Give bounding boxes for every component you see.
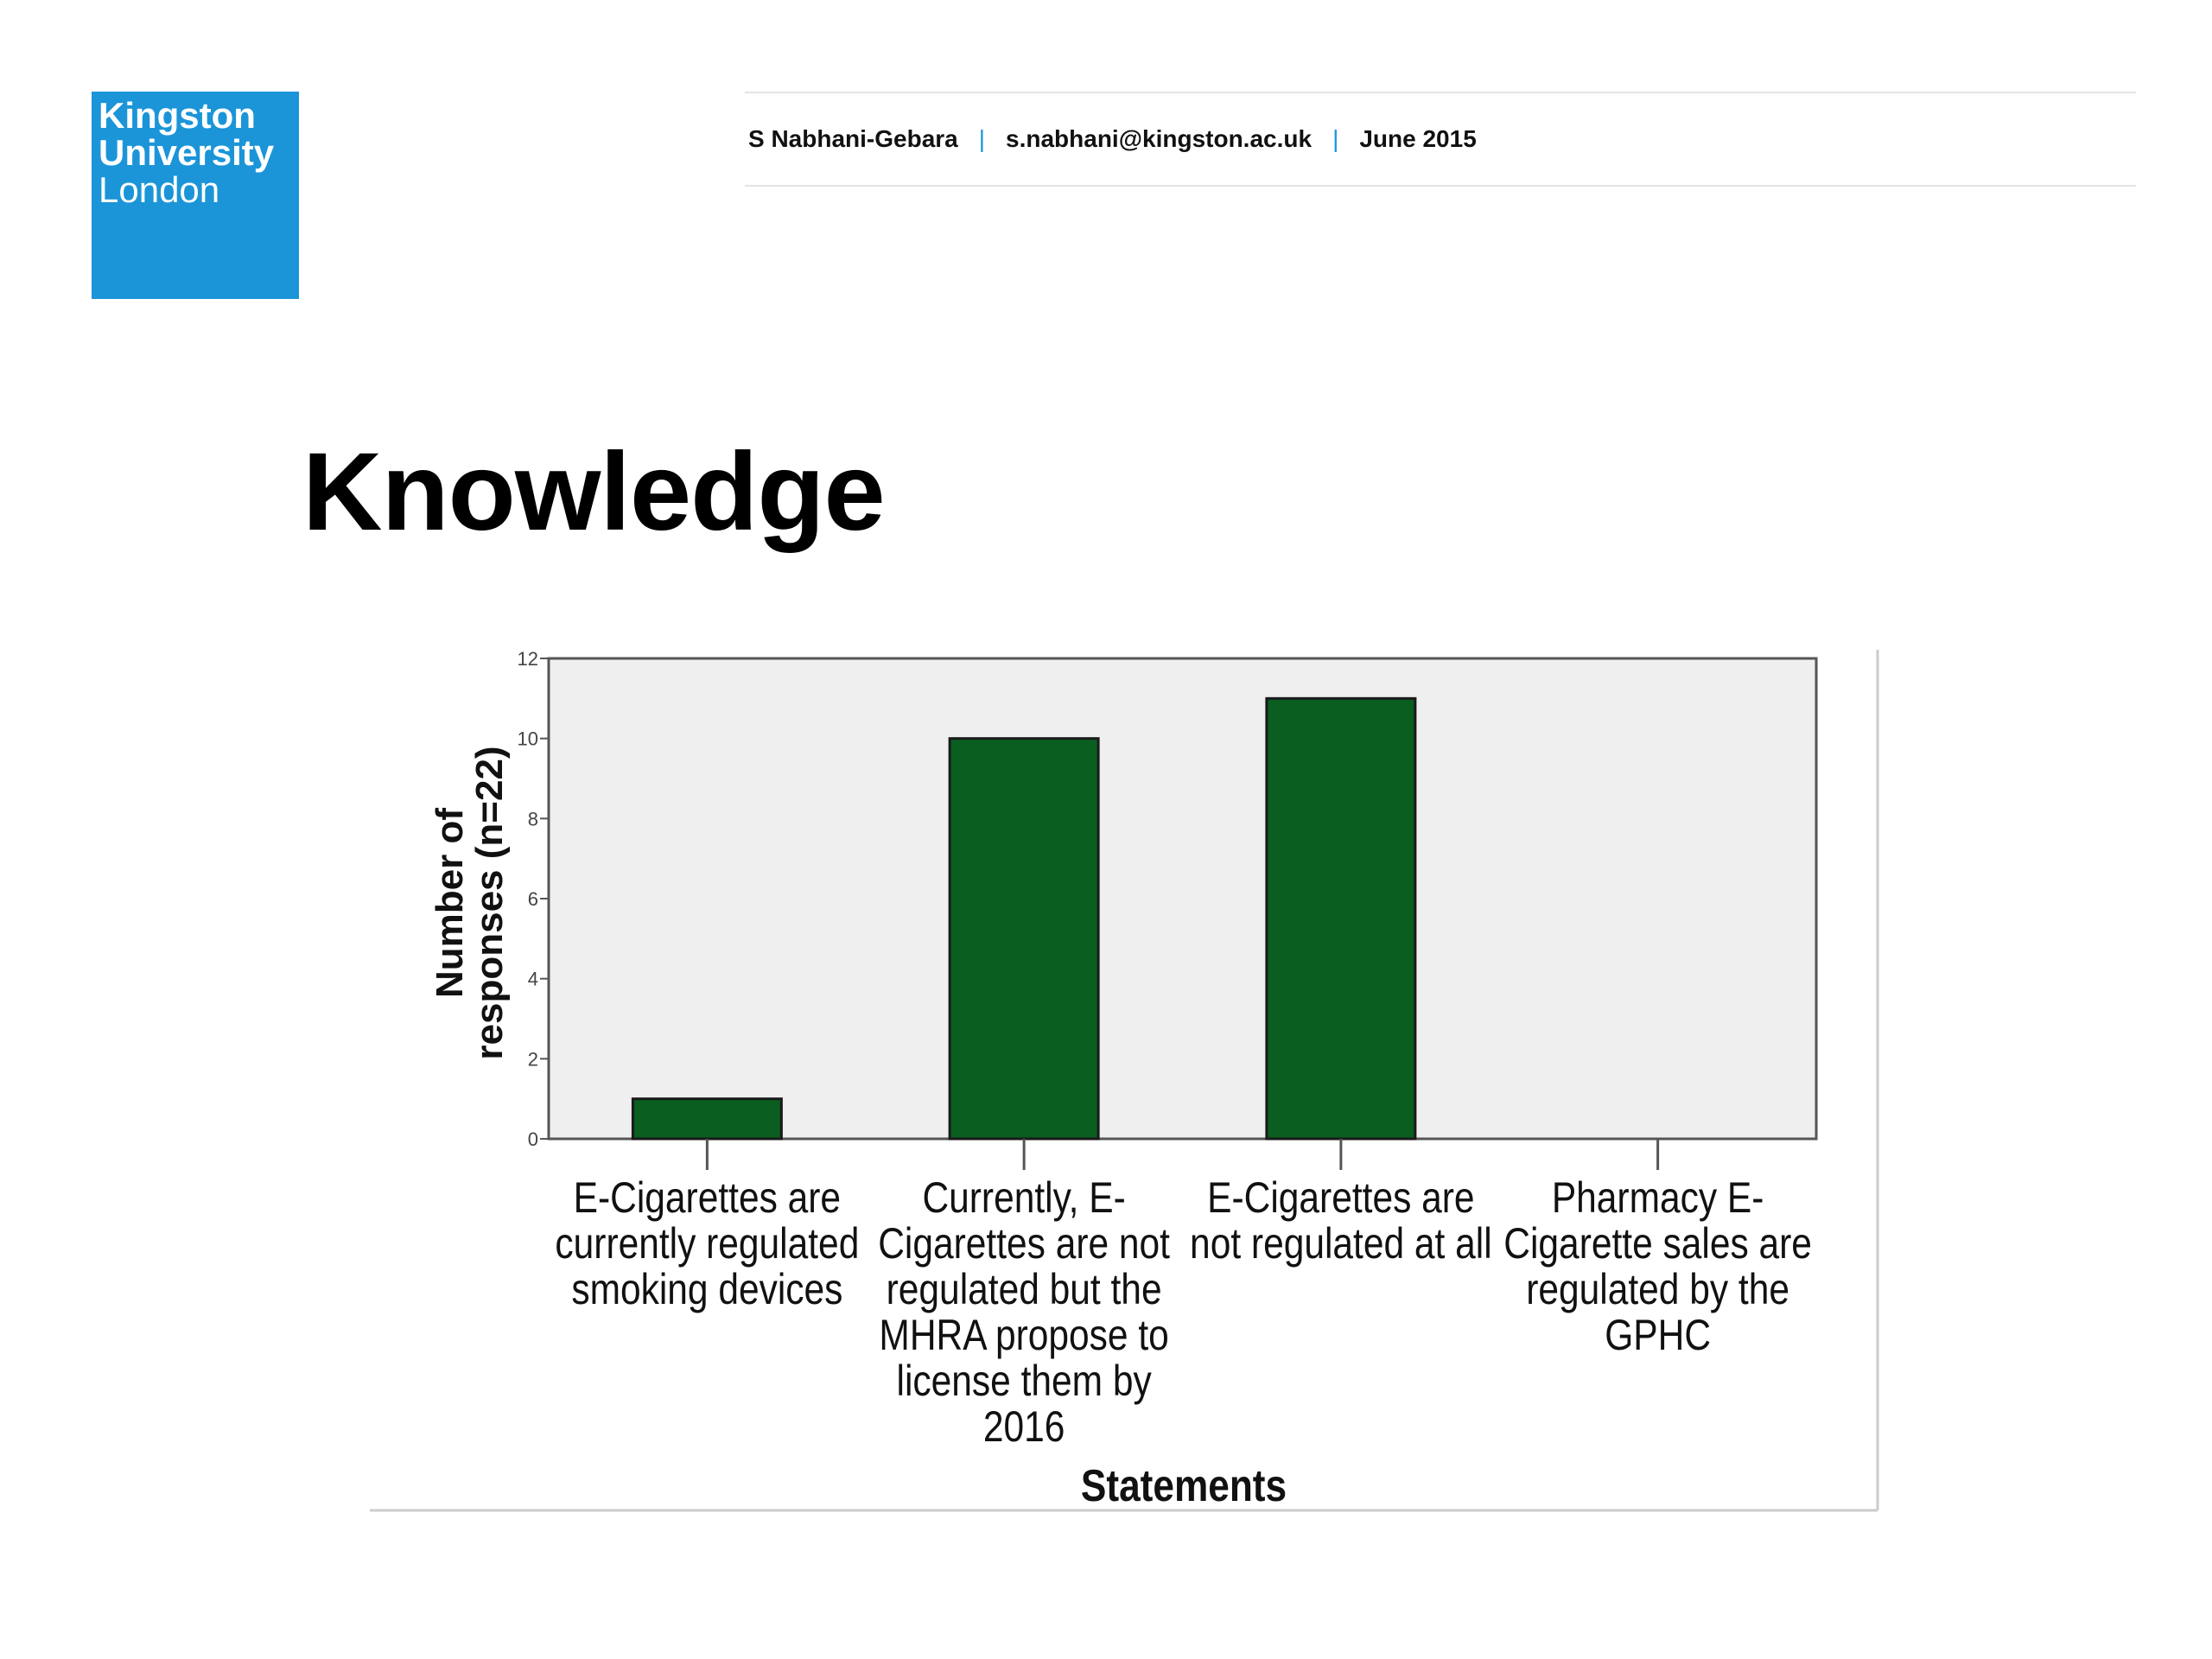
x-tick-label: E-Cigarettes are not regulated at all	[1190, 1173, 1492, 1268]
slide-title: Knowledge	[302, 430, 885, 554]
y-tick-label: 4	[527, 968, 538, 990]
header-separator: |	[1332, 125, 1339, 152]
bar	[950, 739, 1098, 1139]
y-tick-label: 6	[527, 888, 538, 910]
logo-line-3: London	[99, 169, 220, 210]
author-name: S Nabhani-Gebara	[748, 125, 958, 152]
y-tick-label: 2	[527, 1048, 538, 1071]
x-tick-label: Currently, E-Cigarettes are not regulated but the MHRA propose to license them by 2016	[878, 1173, 1170, 1451]
header-separator: |	[978, 125, 986, 152]
y-axis-title: Number ofresponses (n=22)	[429, 746, 511, 1060]
y-tick-label: 12	[517, 648, 538, 670]
logo-line-2: University	[99, 132, 275, 173]
bar	[632, 1099, 781, 1139]
plot-area	[549, 658, 1816, 1139]
x-tick-label: E-Cigarettes are currently regulated smoking devices	[555, 1173, 860, 1313]
bar	[1267, 698, 1415, 1139]
y-tick-label: 10	[517, 728, 538, 750]
x-tick-label: Pharmacy E-Cigarette sales are regulated by the GPHC	[1503, 1173, 1812, 1359]
x-axis-title: Statements	[1080, 1460, 1287, 1511]
header-date: June 2015	[1359, 125, 1477, 152]
y-tick-label: 0	[527, 1128, 538, 1150]
logo-line-1: Kingston	[99, 95, 256, 136]
author-email: s.nabhani@kingston.ac.uk	[1006, 125, 1313, 152]
y-tick-label: 8	[527, 808, 538, 830]
